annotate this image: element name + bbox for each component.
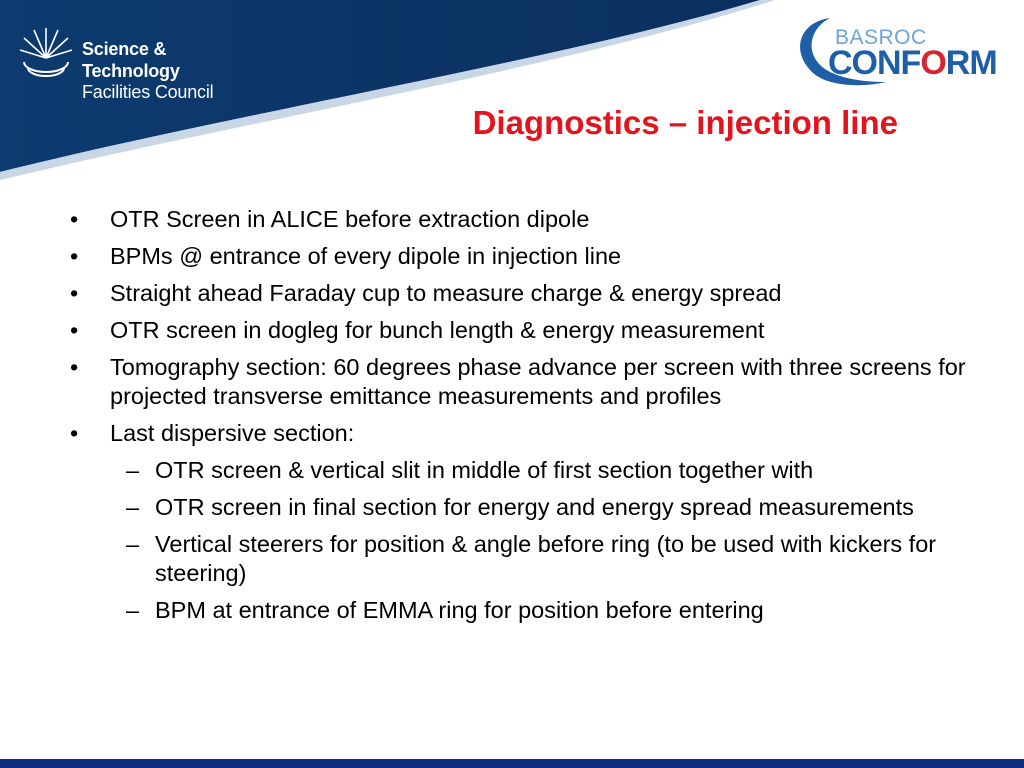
bullet-text: Tomography section: 60 degrees phase advance per screen with three screens for projected transverse emittance measurements and profiles: [110, 354, 966, 409]
sub-bullet-text: OTR screen & vertical slit in middle of first section together with: [155, 457, 814, 483]
sub-bullet-item: [110, 456, 970, 485]
org-name-line2: Facilities Council: [82, 82, 214, 102]
sub-bullet-item: [110, 530, 970, 588]
sub-bullet-item: [110, 596, 970, 625]
bullet-text: BPMs @ entrance of every dipole in injection line: [110, 243, 622, 269]
slide-title: Diagnostics – injection line: [472, 104, 898, 141]
bullet-marker: •: [70, 243, 79, 269]
bullet-item: [70, 242, 970, 271]
conform-prefix: CONF: [828, 44, 921, 82]
conform-top-text: BASROC: [835, 26, 927, 49]
conform-suffix: RM: [945, 44, 997, 82]
bullet-item: [70, 205, 970, 234]
bullet-marker: •: [70, 420, 79, 446]
stfc-logo: [18, 22, 268, 102]
bullet-text: Last dispersive section:: [110, 420, 355, 446]
sunburst-icon: [18, 24, 74, 80]
sub-bullet-text: OTR screen in final section for energy and energy spread measurements: [155, 494, 914, 520]
basroc-conform-logo: [790, 10, 1005, 90]
sub-bullet-marker: –: [126, 457, 140, 483]
sub-bullet-marker: –: [126, 494, 140, 520]
bottom-rule: [0, 759, 1024, 768]
sub-bullet-marker: –: [126, 531, 140, 557]
bullet-text: Straight ahead Faraday cup to measure charge & energy spread: [110, 280, 782, 306]
bullet-text: OTR screen in dogleg for bunch length & energy measurement: [110, 317, 765, 343]
org-name-line1: Science & Technology: [82, 39, 180, 81]
bullet-item: [70, 353, 970, 411]
bullet-item: [70, 316, 970, 345]
bullet-text: OTR Screen in ALICE before extraction dipole: [110, 206, 590, 232]
bullet-marker: •: [70, 206, 79, 232]
bullet-item: [70, 279, 970, 308]
bullet-item: [70, 419, 970, 448]
sub-bullet-text: BPM at entrance of EMMA ring for position before entering: [155, 597, 764, 623]
bullet-list: [70, 205, 970, 633]
conform-o: O: [920, 44, 946, 82]
sub-bullet-item: [110, 493, 970, 522]
bullet-marker: •: [70, 317, 79, 343]
conform-bottom-text: [828, 44, 997, 83]
sub-bullet-text: Vertical steerers for position & angle before ring (to be used with kickers for steering): [155, 531, 937, 586]
bullet-marker: •: [70, 354, 79, 380]
bullet-marker: •: [70, 280, 79, 306]
sub-bullet-marker: –: [126, 597, 140, 623]
